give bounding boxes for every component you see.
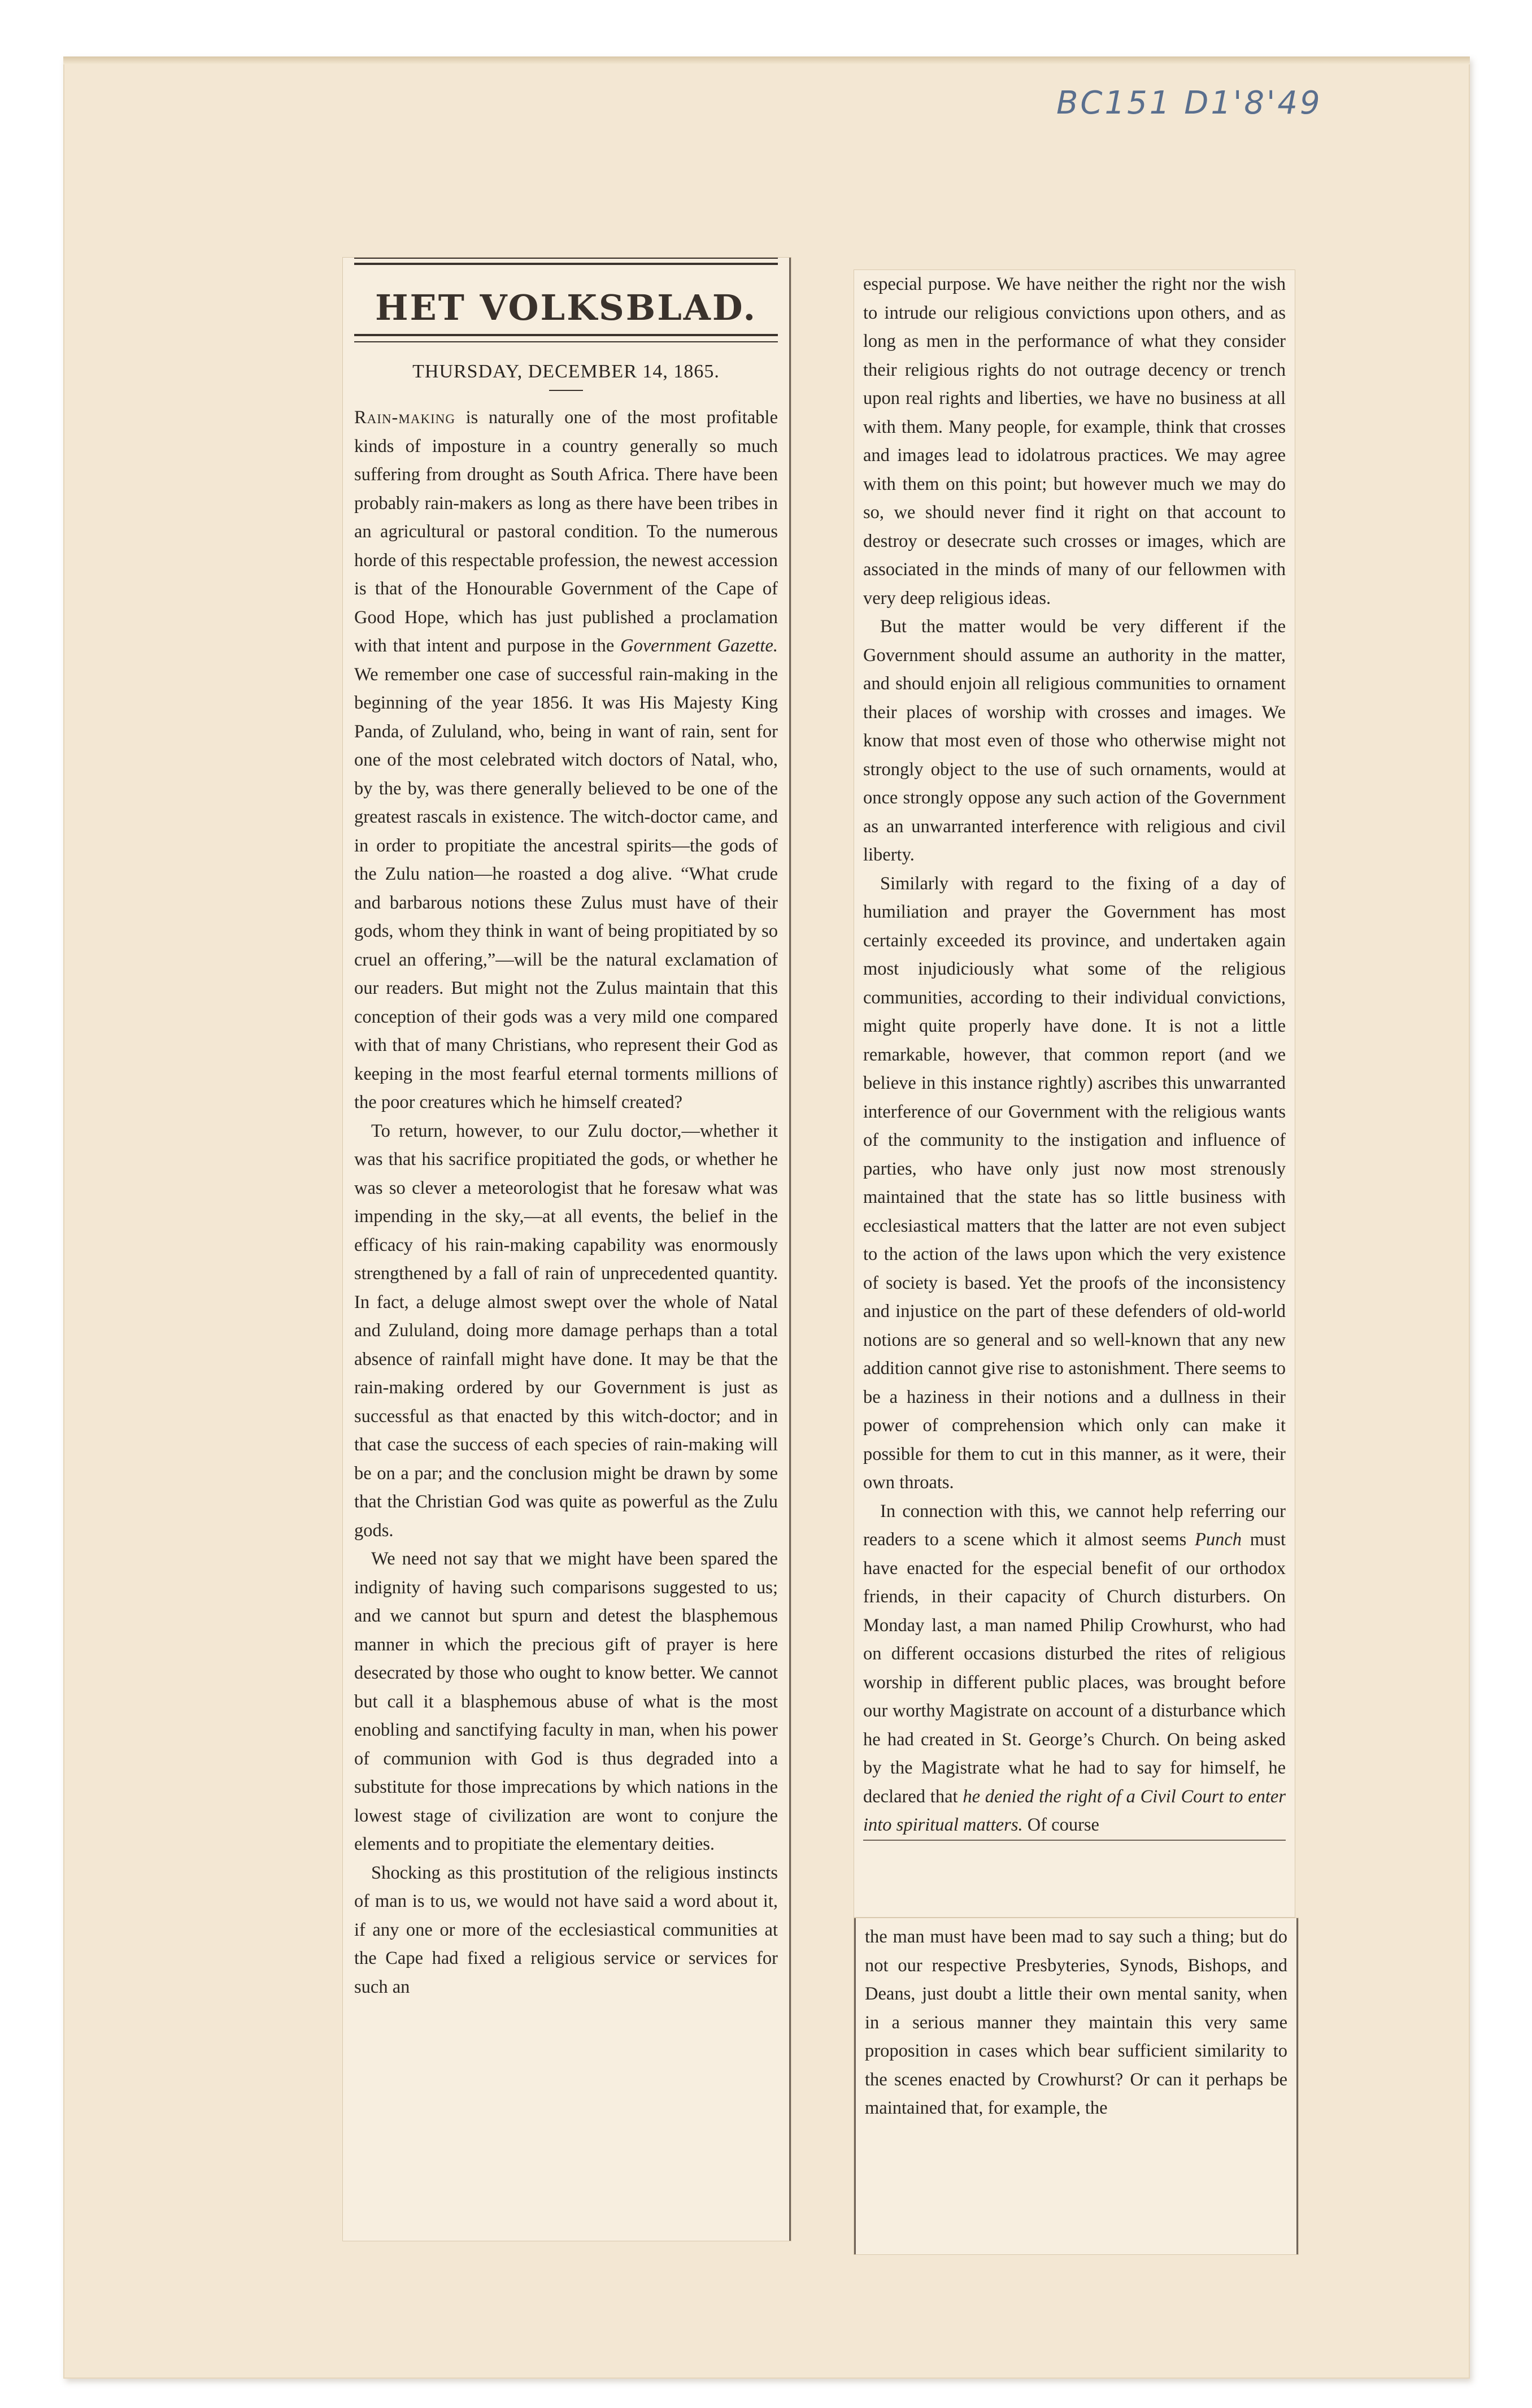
catalog-mark: BC151 D1'8'49: [1056, 85, 1322, 121]
paragraph-text: We remember one case of successful rain-making in the beginning of the year 1856. It was His Majesty King Panda, of Zululand, who, being in want of rain, sent for one of the most celebrated witch doctors of Natal, who, by the by, was there generally believed to be one of the greatest rascals in existence. The witch-doctor came, and in order to propitiate the ancestral spirits—the gods of the Zulu nation—he roasted a dog alive. “What crude and barbarous notions these Zulus must have of their gods, whom they think in want of being propitiated by so cruel an offering,”—will be the natural exclamation of our readers. But might not the Zulus maintain that this conception of their gods was a very mild one compared with that of many Christians, who represent their God as keeping in the most fearful eternal torments millions of the poor creatures which he himself created?: [354, 664, 778, 1112]
dateline: THURSDAY, DECEMBER 14, 1865.: [412, 361, 720, 382]
masthead-top-rule: [354, 258, 778, 265]
lead-words: Rain-making: [354, 407, 455, 428]
masthead-bottom-rule: [354, 334, 778, 342]
clipping-left-column: [343, 258, 791, 2241]
article-paragraph: Similarly with regard to the fixing of a day of humiliation and prayer the Government has most certainly exceeded its province, and undertaken again most injudiciously what some of the religious communities, according to their individual convictions, might quite properly have done. It is not a little remarkable, however, that common report (and we believe in this instance rightly) ascribes this unwarranted interference of our Government with the religious wants of the community to the instigation and influence of parties, who have only just now most strenously maintained that the state has so little business with ecclesiastical matters that the latter are not even subject to the action of the laws upon which the very existence of society is based. Yet the proofs of the inconsistency and injustice on the part of these defenders of old-world notions are so general and so well-known that any new addition cannot give rise to astonishment. There seems to be a haziness in their notions and a dullness in their power of comprehension which only can make it possible for them to cut in this manner, as it were, their own throats.: [863, 873, 1286, 1493]
article-paragraph: [863, 1497, 1286, 1841]
italic-text: Punch: [1195, 1529, 1242, 1550]
sheet-top-edge: [63, 56, 1470, 64]
article-paragraph: the man must have been mad to say such a thing; but do not our respective Presbyteries, Synods, Bishops, and Deans, just doubt a little their own mental sanity, when in a serious manner they maintain this very same proposition in cases which bear sufficient similarity to the scenes enacted by Crowhurst? Or can it perhaps be maintained that, for example, the: [865, 1927, 1287, 2118]
paragraph-text: Of course: [1022, 1815, 1099, 1835]
paragraph-text: must have enacted for the especial benefit of our orthodox friends, in their capacity of Church disturbers. On Monday last, a man named Philip Crowhurst, who had on different occasions disturbed the rites of religious worship in different public places, was brought before our worthy Magistrate on account of a disturbance which he had created in St. George’s Church. On being asked by the Magistrate what he had to say for himself, he declared that: [863, 1529, 1286, 1807]
paragraph-text: In connection with this, we cannot help referring our readers to a scene which it almost seems: [863, 1501, 1286, 1550]
article-paragraph: [354, 403, 778, 1117]
article-paragraph: Shocking as this prostitution of the religious instincts of man is to us, we would not have said a word about it, if any one or more of the ecclesiastical communities at the Cape had fixed a religious service or services for such an: [354, 1862, 778, 1997]
article-paragraph: especial purpose. We have neither the right nor the wish to intrude our religious convictions upon others, and as long as men in the performance of what they consider their religious rights do not outrage decency or trench upon real rights and liberties, we have no business at all with them. Many people, for example, think that crosses and images lead to idolatrous practices. We may agree with them on this point; but however much we may do so, we should never find it right on that account to destroy or desecrate such crosses or images, which are associated in the minds of many of our fellowmen with very deep religious ideas.: [863, 274, 1286, 608]
article-paragraph: To return, however, to our Zulu doctor,—whether it was that his sacrifice propitiated the gods, or whether he was so clever a meteorologist that he foresaw what was impending in the sky,—at all events, the belief in the efficacy of his rain-making capability was enormously strengthened by a fall of rain of unprecedented quantity. In fact, a deluge almost swept over the whole of Natal and Zululand, doing more damage perhaps than a total absence of rainfall might have done. It may be that the rain-making ordered by our Government is just as successful as that enacted by this witch-doctor; and in that case the success of each species of rain-making will be on a par; and the conclusion might be drawn by some that the Christian God was quite as powerful as the Zulu gods.: [354, 1120, 778, 1541]
article-paragraph: But the matter would be very different if the Government should assume an authority in the matter, and should enjoin all religious communities to ornament their places of worship with crosses and images. We know that most even of those who otherwise might not strongly object to the use of such ornaments, would at once strongly oppose any such action of the Government as an unwarranted interference with religious and civil liberty.: [863, 616, 1286, 865]
paragraph-text: is naturally one of the most profitable kinds of imposture in a country generally so much suffering from drought as South Africa. There have been probably rain-makers as long as there have been tribes in an agricultural or pastoral condition. To the numerous horde of this respectable profession, the newest accession is that of the Honourable Government of the Cape of Good Hope, which has just published a proclamation with that intent and purpose in the: [354, 407, 778, 656]
clipping-right-column: [854, 270, 1295, 1917]
italic-text: he denied the right of a Civil Court to enter into spiritual matters.: [863, 1786, 1286, 1835]
article-paragraph: We need not say that we might have been spared the indignity of having such comparisons suggested to us; and we cannot but spurn and detest the blasphemous manner in which the precious gift of prayer is here desecrated by those who ought to know better. We cannot but call it a blasphemous abuse of what is the most enobling and sanctifying faculty in man, when his power of communion with God is thus degraded into a substitute for those imprecations by which nations in the lowest stage of civilization are wont to conjure the elements and to propitiate the elementary deities.: [354, 1549, 778, 1854]
italic-text: Government Gazette.: [620, 636, 778, 656]
masthead: HET VOLKSBLAD.: [375, 287, 758, 328]
dateline-dash: [549, 390, 583, 391]
clipping-bottom-column: [854, 1918, 1298, 2254]
